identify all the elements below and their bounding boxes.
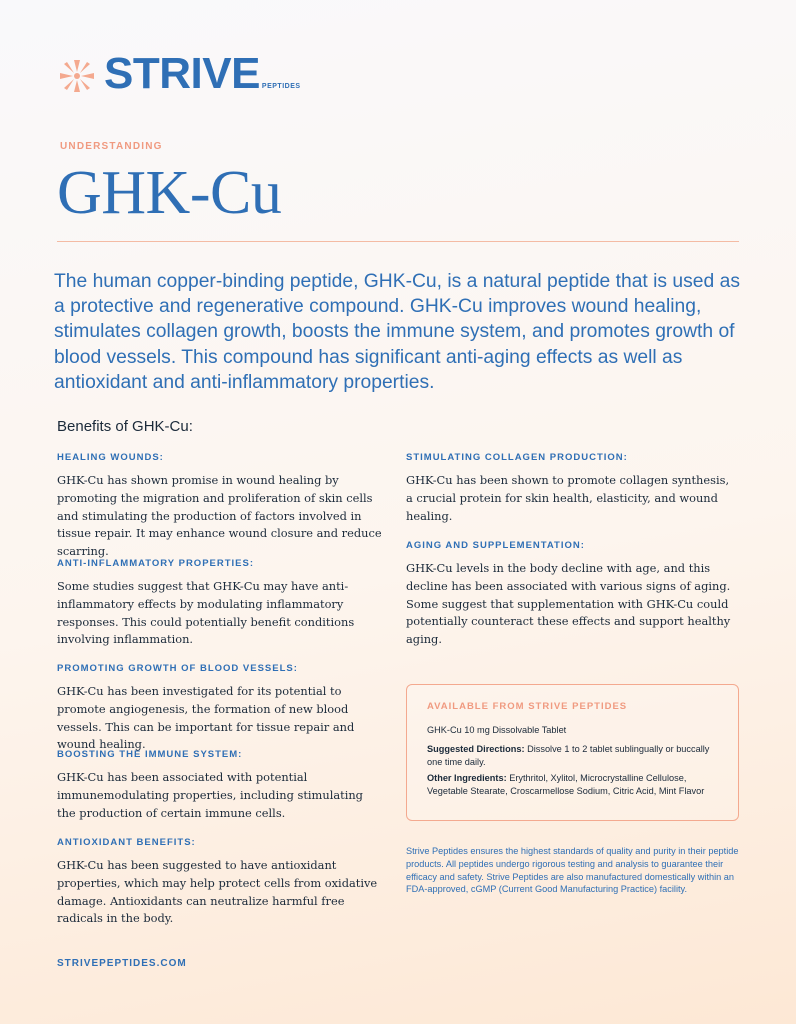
section-body: GHK-Cu has been shown to promote collagen synthesis, a crucial protein for skin health, elasticity, and wound healing.: [406, 473, 730, 523]
divider: [57, 241, 739, 242]
benefits-heading: Benefits of GHK-Cu:: [57, 418, 193, 435]
intro-paragraph: The human copper-binding peptide, GHK-Cu, is a natural peptide that is used as a protective and regenerative compound. GHK-Cu improves wound healing, stimulates collagen growth, boosts the immune system, and promotes growth of blood vessels. This compound has significant anti-aging effects as well as antioxidant and anti-inflammatory properties.: [54, 271, 740, 393]
brand-name: STRIVE: [104, 49, 260, 98]
section-immune-system: [57, 749, 367, 822]
eyebrow: UNDERSTANDING: [60, 141, 163, 152]
section-heading: PROMOTING GROWTH OF BLOOD VESSELS:: [57, 663, 298, 674]
section-heading: STIMULATING COLLAGEN PRODUCTION:: [406, 452, 628, 463]
product-box: [406, 684, 739, 821]
section-heading: BOOSTING THE IMMUNE SYSTEM:: [57, 749, 243, 760]
section-heading: ANTIOXIDANT BENEFITS:: [57, 837, 196, 848]
section-body: GHK-Cu has been suggested to have antioxidant properties, which may help protect cells from oxidative damage. Antioxidants can neutralize harmful free radicals in the body.: [57, 858, 378, 926]
section-antioxidant: [57, 837, 392, 928]
section-body: Some studies suggest that GHK-Cu may have anti-inflammatory effects by modulating inflammatory responses. This could potentially benefit conditions involving inflammation.: [57, 579, 355, 647]
product-box-heading: AVAILABLE FROM STRIVE PEPTIDES: [427, 701, 628, 712]
brand-logo: [56, 49, 301, 98]
section-collagen: [406, 452, 731, 525]
page-title: GHK-Cu: [57, 159, 282, 227]
asterisk-star-icon: [56, 58, 102, 94]
directions-text: Dissolve 1 to 2 tablet sublingually or buccally one time daily.: [427, 743, 710, 767]
section-heading: AGING AND SUPPLEMENTATION:: [406, 540, 585, 551]
section-blood-vessels: [57, 663, 392, 754]
website-link[interactable]: STRIVEPEPTIDES.COM: [57, 958, 187, 969]
section-body: GHK-Cu has been associated with potential immunemodulating properties, including stimulating the production of certain immune cells.: [57, 770, 363, 820]
section-anti-inflammatory: [57, 558, 377, 649]
section-aging: [406, 540, 736, 649]
section-body: GHK-Cu has shown promise in wound healing by promoting the migration and proliferation of skin cells and stimulating the production of factors involved in tissue repair. It may enhance wound closure and reduce scarring.: [57, 473, 382, 559]
section-heading: HEALING WOUNDS:: [57, 452, 164, 463]
quality-statement: Strive Peptides ensures the highest standards of quality and purity in their peptide products. All peptides undergo rigorous testing and analysis to guarantee their efficacy and safety. Strive Peptides are also manufactured domestically within an FDA-approved, cGMP (Current Good Manufacturing Practice) facility.: [406, 846, 739, 895]
section-healing-wounds: [57, 452, 392, 561]
product-directions: [427, 743, 718, 769]
directions-label: Suggested Directions:: [427, 743, 525, 754]
ingredients-label: Other Ingredients:: [427, 773, 507, 784]
section-body: GHK-Cu levels in the body decline with age, and this decline has been associated with various signs of aging. Some suggest that supplementation with GHK-Cu could potentially counteract these effects and support healthy aging.: [406, 561, 731, 647]
ingredients-text: Erythritol, Xylitol, Microcrystalline Cellulose, Vegetable Stearate, Croscarmellose Sodium, Citric Acid, Mint Flavor: [427, 773, 705, 797]
section-body: GHK-Cu has been investigated for its potential to promote angiogenesis, the formation of new blood vessels. This can be important for tissue repair and wound healing.: [57, 684, 355, 752]
product-name: GHK-Cu 10 mg Dissolvable Tablet: [427, 725, 567, 735]
product-ingredients: [427, 772, 718, 798]
section-heading: ANTI-INFLAMMATORY PROPERTIES:: [57, 558, 255, 569]
brand-sub: PEPTIDES: [261, 83, 301, 90]
